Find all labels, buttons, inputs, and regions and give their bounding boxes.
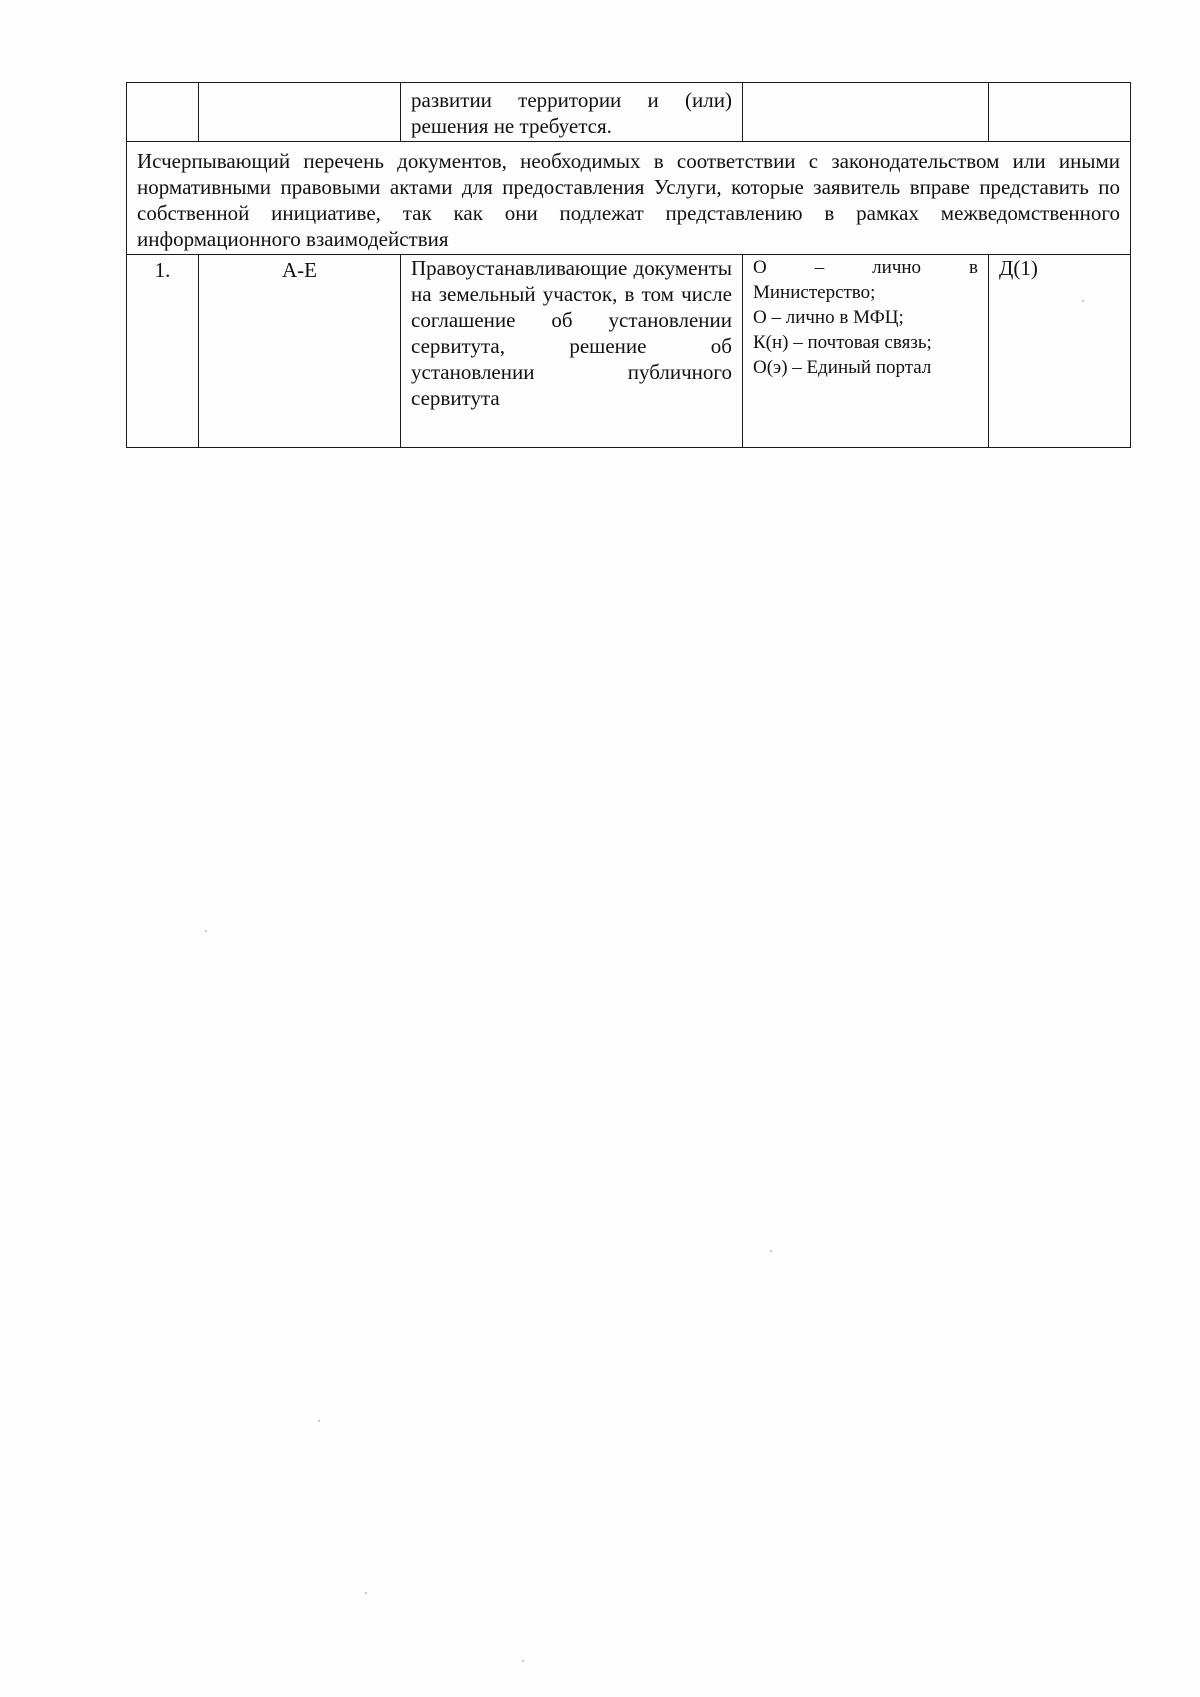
submission-way-line-3: О – лично в МФЦ; (753, 307, 904, 328)
way-dash: – (814, 257, 825, 278)
row-number: 1. (127, 255, 199, 448)
way-personally: лично (872, 257, 922, 278)
table-row-section-heading (127, 142, 1131, 255)
submission-way-line-2: Министерство; (753, 282, 876, 303)
table-row-continuation (127, 83, 1131, 142)
document-name: Правоустанавливающие документы на земельный участок, в том числе соглашение об установлении сервитута, решение об установлении публичного сервитута (411, 256, 732, 410)
cell-number-empty (127, 83, 199, 142)
cell-document-name (401, 255, 743, 448)
table-row-document (127, 255, 1131, 448)
applicant-categories: А-Е (199, 255, 401, 448)
documents-table (126, 82, 1131, 448)
way-code-o: О (753, 257, 767, 278)
cell-category-empty (199, 83, 401, 142)
section-heading: Исчерпывающий перечень документов, необходимых в соответствии с законодательством или иными нормативными правовыми актами для предоставления Услуги, которые заявитель вправе представить по собственной инициативе, так как они подлежат представлению в рамках межведомственного информационного взаимодействия (127, 142, 1131, 255)
cell-code-empty (989, 83, 1131, 142)
submission-way-line-1 (753, 255, 978, 280)
continuation-text: развитии территории и (или) решения не требуется. (411, 88, 732, 138)
way-preposition: в (969, 257, 978, 278)
submission-way-line-5: О(э) – Единый портал (753, 357, 932, 378)
cell-ways-empty (743, 83, 989, 142)
cell-continuation-text (401, 83, 743, 142)
submission-ways (753, 255, 978, 380)
submission-way-line-4: К(н) – почтовая связь; (753, 332, 932, 353)
cell-submission-ways (743, 255, 989, 448)
document-code: Д(1) (989, 255, 1131, 448)
